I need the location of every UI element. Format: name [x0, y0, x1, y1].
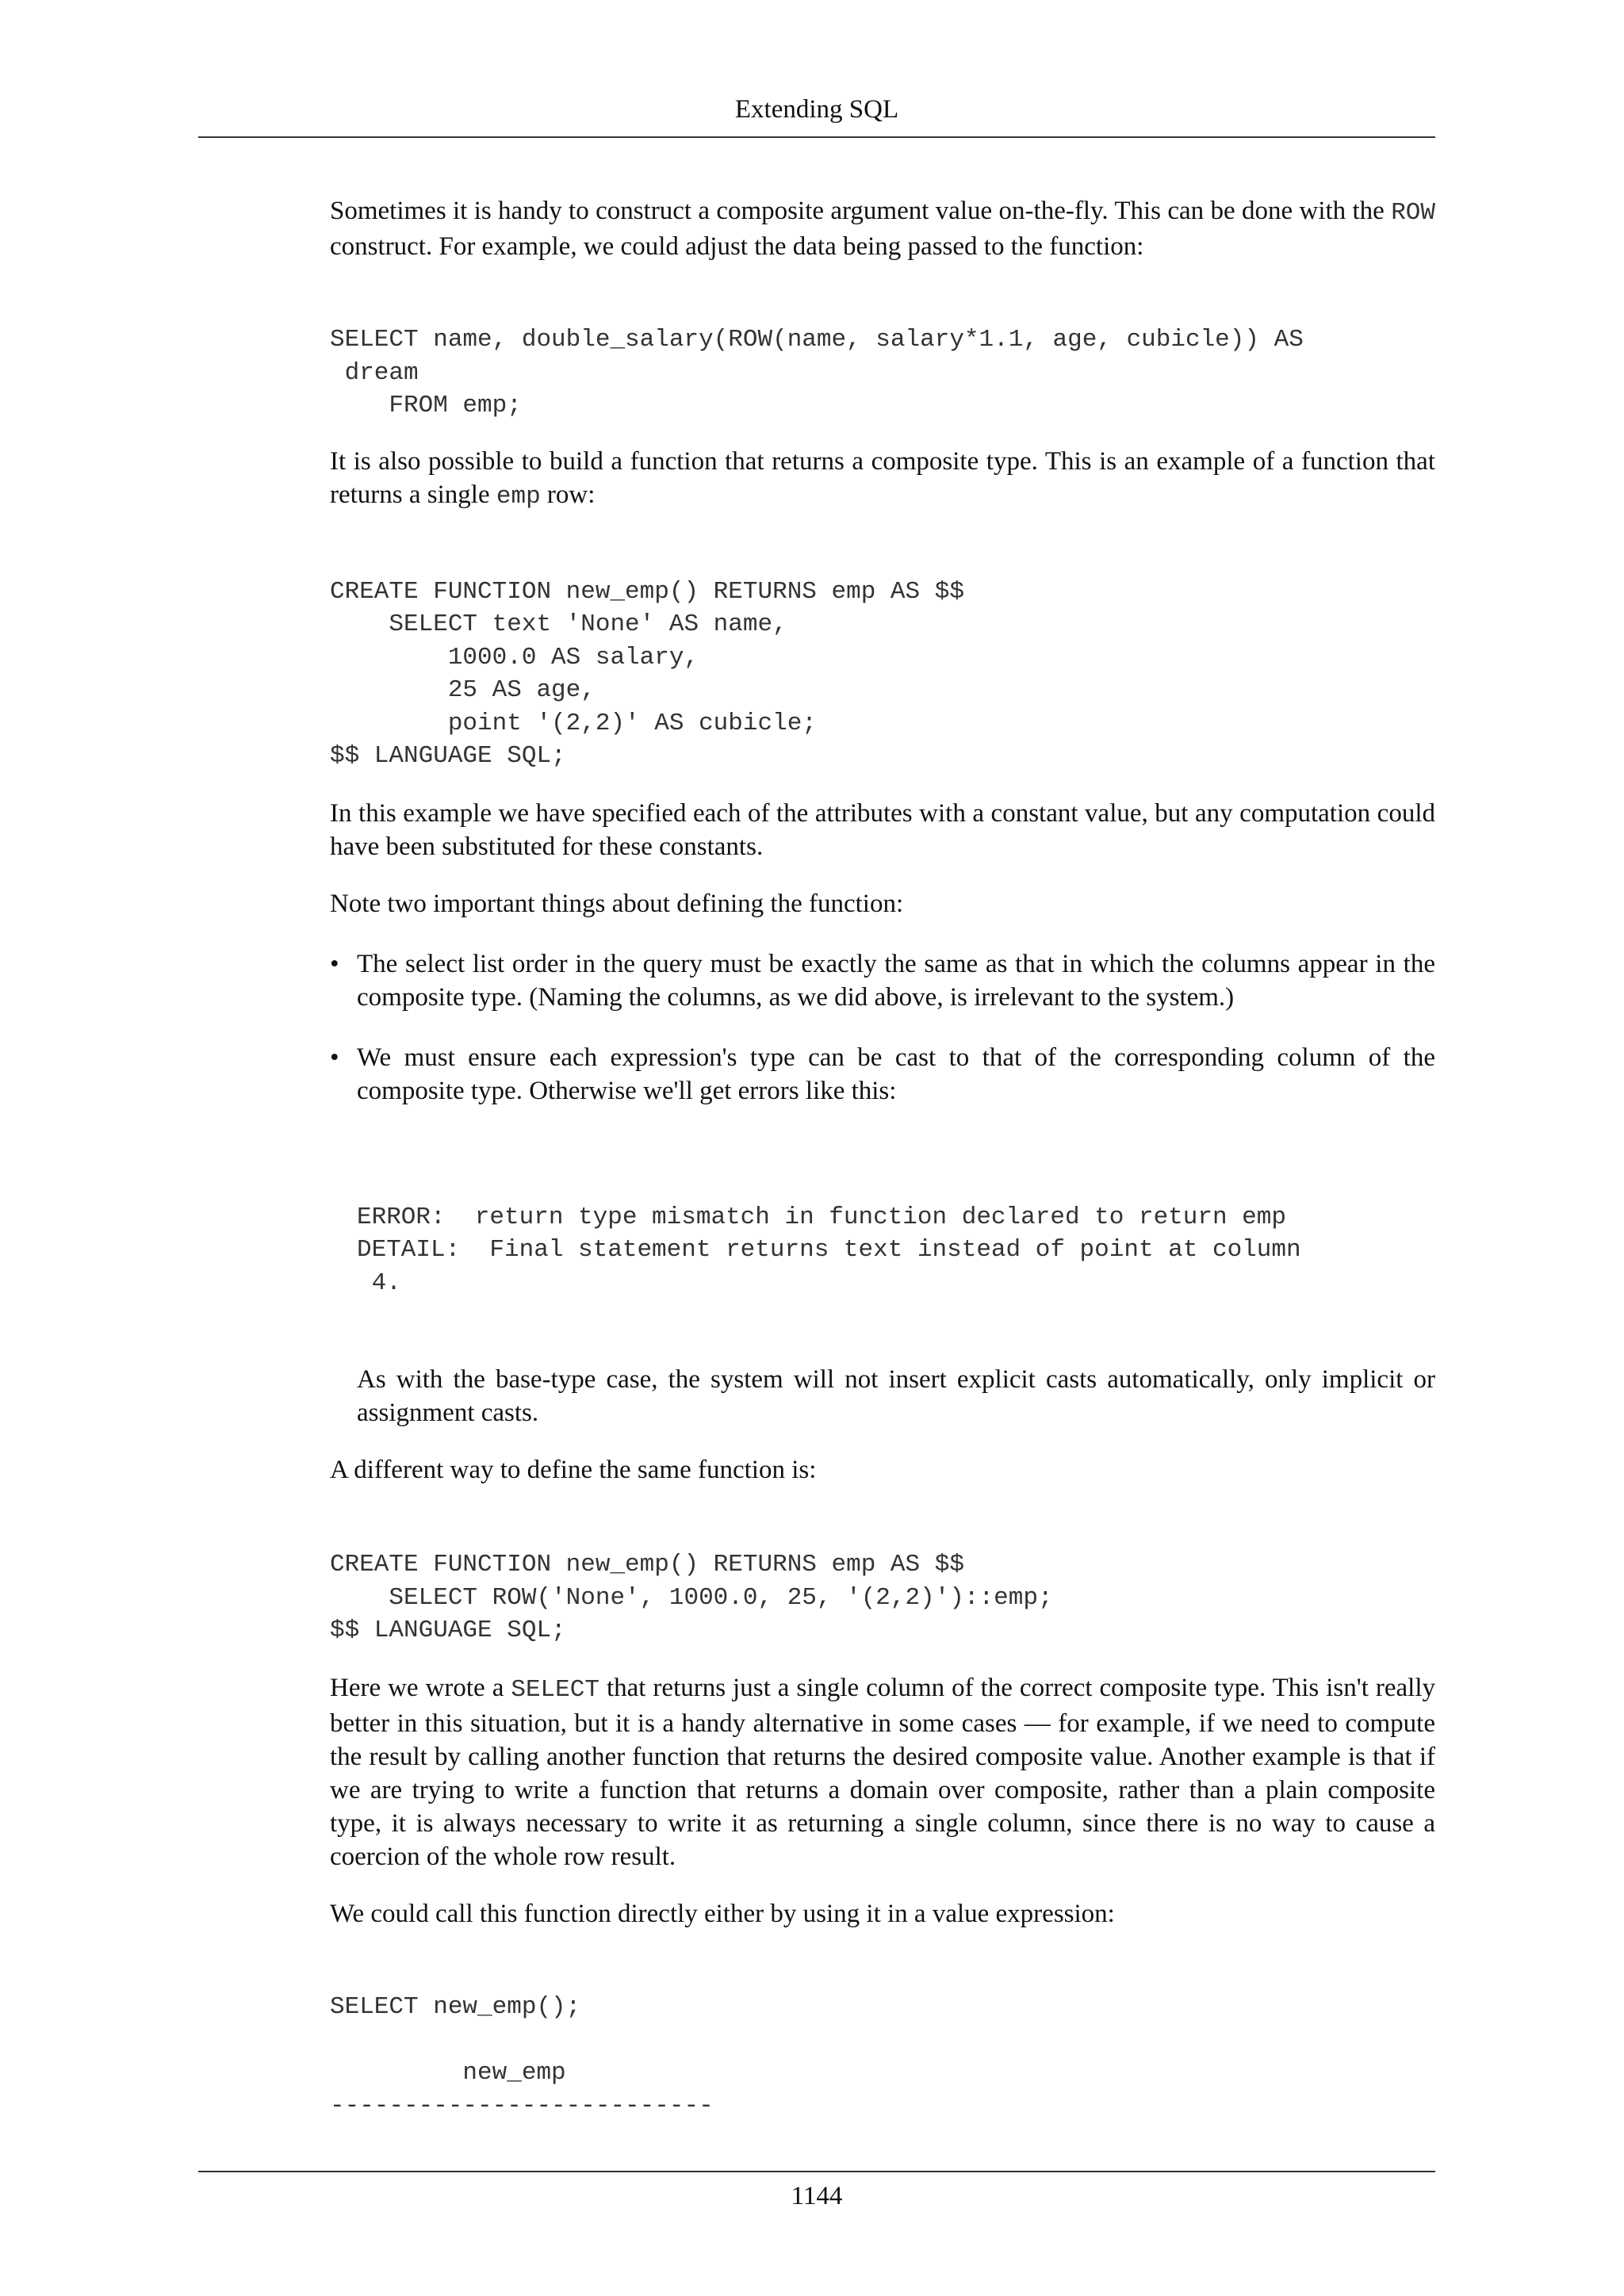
text-span: row: [540, 480, 596, 509]
bullet-text-implicit-casts: As with the base-type case, the system will not insert explicit casts automatically, only implicit or assignment casts. [357, 1365, 1435, 1427]
list-item [330, 947, 1435, 1014]
text-span: Sometimes it is handy to construct a composite argument value on-the-fly. This can be done with the [330, 197, 1392, 225]
inline-code-select: SELECT [511, 1675, 599, 1704]
code-block-create-function-row: CREATE FUNCTION new_emp() RETURNS emp AS $$ SELECT ROW('None', 1000.0, 25, '(2,2)')::emp; $$ LANGUAGE SQL; [330, 1551, 1053, 1644]
running-header: Extending SQL [734, 95, 899, 124]
code-block-select-double-salary: SELECT name, double_salary(ROW(name, salary*1.1, age, cubicle)) AS dream FROM emp; [330, 326, 1304, 419]
footer-rule [198, 2171, 1435, 2172]
page-number: 1144 [791, 2182, 843, 2210]
bullet-marker: • [330, 1043, 339, 1072]
bullet-marker: • [330, 949, 339, 978]
paragraph-different-way: A different way to define the same function is: [330, 1456, 817, 1484]
text-span: construct. For example, we could adjust the data being passed to the function: [330, 232, 1144, 261]
bullet-list [330, 947, 1435, 1430]
inline-code-row: ROW [1391, 199, 1435, 227]
list-item [330, 1041, 1435, 1430]
bullet-text-select-order: The select list order in the query must be exactly the same as that in which the columns appear in the composite type. (Naming the columns, as we did above, is irrelevant to the system.) [357, 949, 1435, 1012]
paragraph-call-directly: We could call this function directly either by using it in a value expression: [330, 1899, 1115, 1928]
inline-code-emp: emp [496, 482, 541, 511]
paragraph-composite-return [330, 445, 1435, 514]
page-content [330, 194, 1435, 2122]
paragraph-constant-values: In this example we have specified each of the attributes with a constant value, but any computation could have been substituted for these constants. [330, 798, 1435, 861]
paragraph-note-two-things: Note two important things about defining the function: [330, 889, 904, 918]
code-block-select-new-emp: SELECT new_emp(); [330, 1992, 581, 2021]
bullet-text-cast-types: We must ensure each expression's type can be cast to that of the corresponding column of the composite type. Otherwise we'll get errors like this: [357, 1043, 1435, 1105]
code-block-result-header: new_emp -------------------------- [330, 2059, 714, 2120]
code-block-create-function-new-emp: CREATE FUNCTION new_emp() RETURNS emp AS $$ SELECT text 'None' AS name, 1000.0 AS salary, 25 AS age, point '(2,2)' AS cubicle; $$ LANGUAGE SQL; [330, 577, 964, 770]
header-rule [198, 136, 1435, 138]
paragraph-row-construct [330, 194, 1435, 263]
paragraph-select-single-column [330, 1671, 1435, 1873]
text-span: that returns just a single column of the correct composite type. This isn't really better in this situation, but it is a handy alternative in some cases — for example, if we need to compute the result by calling another function that returns the desired composite value. Another example is that if we are trying to write a function that returns a domain over composite, rather than a plain composite type, it is always necessary to write it as returning a single column, since there is no way to cause a coercion of the whole row result. [330, 1673, 1435, 1871]
text-span: It is also possible to build a function that returns a composite type. This is an example of a function that returns a single [330, 446, 1435, 509]
text-span: Here we wrote a [330, 1673, 511, 1702]
code-block-error-message: ERROR: return type mismatch in function declared to return emp DETAIL: Final statement returns text instead of point at column 4. [357, 1203, 1301, 1297]
